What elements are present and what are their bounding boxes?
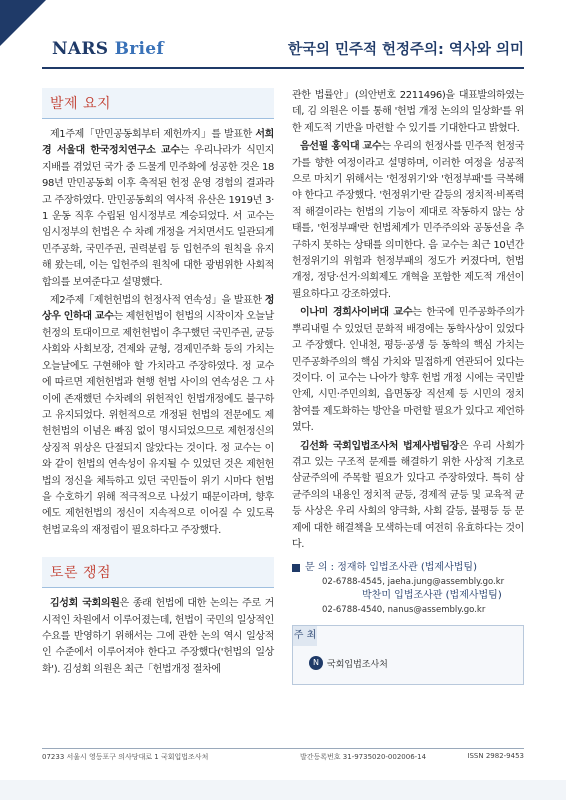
paragraph-discussion3 [292,305,524,436]
brand-sub: Brief [114,39,164,59]
footer-issn: ISSN 2982-9453 [467,752,524,760]
paragraph-text: 은 우리 사회가 겪고 있는 구조적 문제를 해결하기 위한 사상적 기초로 삼균주의에 주목할 필요가 있다고 주장하였다. 특히 삼균주의의 내용인 정치적 균등, 경제적 균등 및 교육적 균등 사상은 우리 사회의 양극화, 사회 갈등, 불평등 등 문제에 대한 해결책을 모색하는데 여전히 유효하다는 것이다. [292,440,524,550]
left-column [42,88,274,680]
paragraph-discussion2 [292,139,524,303]
paragraph-text: 관한 법률안」(의안번호 2211496)을 대표발의하였는데, 김 의원은 이를 통해 '헌법 개정 논의의 일상화'를 위한 제도적 기반을 마련할 수 있기를 기대한다고 밝혔다. [292,90,524,134]
corner-decoration [0,0,46,46]
footer-registration: 발간등록번호 31-9735020-002006-14 [300,753,427,761]
right-column [292,88,524,685]
footer-address: 07233 서울시 영등포구 의사당대로 1 국회입법조사처 [42,753,209,761]
document-title: 한국의 민주적 헌정주의: 역사와 의미 [287,42,524,58]
host-name: 국회입법조사처 [327,660,388,671]
paragraph-text: 는 한국에 민주공화주의가 뿌리내릴 수 있었던 문화적 배경에는 동학사상이 있었다고 주장했다. 인내천, 평등·공생 등 동학의 핵심 가치는 민주공화주의의 핵심 가치와 밀접하게 연관되어 있다는 것이다. 이 교수는 나아가 향후 헌법 개정 시에는 국민발안제, 시민·주민의회, 읍면동장 직선제 등 시민의 정치 참여를 제도화하는 방안을 마련할 필요가 있다고 제언하였다. [292,307,524,434]
section-heading-discussion: 토론 쟁점 [42,557,274,588]
paragraph-topic1 [42,127,274,291]
paragraph-topic2 [42,293,274,539]
speaker-name: 이나미 경희사이버대 교수 [300,307,413,319]
square-bullet-icon [292,564,300,572]
paragraph-text: 제2주제「제헌헌법의 헌정사적 연속성」을 발표한 [50,295,265,307]
brand-main: NARS [52,39,115,59]
host-label: 주 최 [293,626,317,646]
paragraph-text: 는 제헌헌법이 헌법의 시작이자 오늘날 헌정의 토대이므로 제헌헌법이 추구했던 국민주권, 균등사회와 사회보장, 견제와 균형, 경제민주화 등의 가치는 오늘날에도 구현해야 할 가치라고 주장하였다. 정 교수에 따르면 제헌헌법과 현행 헌법 사이의 연속성은 그 사이에 존재했던 수차례의 위헌적인 헌법개정에도 불구하고 유지되었다. 위헌적으로 개정된 헌법의 전문에도 제헌헌법의 이념은 빠짐 없이 명시되었으므로 제헌정신의 상징적 위상은 단절되지 않았다는 것이다. 정 교수는 이와 같이 헌법의 연속성이 유지될 수 있었던 것은 제헌헌법의 정신을 체득하고 있던 국민들이 위기 시마다 헌법을 수호하기 위해 적극적으로 나섰기 때문이라며, 향후에도 제헌헌법의 정신이 지속적으로 이어질 수 있도록 헌법교육의 재정립이 필요하다고 주장했다. [42,311,274,536]
footer-divider [42,748,524,749]
assembly-logo-icon: N [309,656,323,670]
speaker-name: 음선필 홍익대 교수 [300,141,382,153]
speaker-name: 김선화 국회입법조사처 법제사법팀장 [300,440,459,452]
paragraph-discussion1 [42,596,274,678]
speaker-name: 김성회 국회의원 [50,598,120,610]
bottom-strip [0,780,566,800]
header-divider [42,67,524,69]
contact-primary: 문 의 : 정재하 입법조사관 (법제사법팀) [305,562,477,574]
brand-logo [52,39,164,59]
host-box [292,625,524,685]
paragraph-text: 는 우리나라가 식민지 지배를 겪었던 국가 중 드물게 민주화에 성공한 것은 1898년 만민공동회 이후 축적된 헌정 운영 경험의 결과라고 주장하였다. 만민공동회의 역사적 유산은 1919년 3·1 운동 직후 수립된 임시정부로 계승되었다. 서 교수는 임시정부의 헌법은 수 차례 개정을 거치면서도 일관되게 민주공화, 국민주권, 권력분립 등 입헌주의 원칙을 유지해 왔는데, 이는 입헌주의 원칙에 대한 광범위한 사회적 합의를 보여준다고 설명했다. [42,145,274,288]
paragraph-continued [292,88,524,137]
speaker-name: 서희경 서울대 한국정치연구소 교수 [42,129,274,157]
section-heading-summary: 발제 요지 [42,88,274,119]
contact-secondary: 박찬미 입법조사관 (법제사법팀) [362,590,502,602]
speaker-name: 정상우 인하대 교수 [42,295,274,323]
contact-phone-email: 02-6788-4540, nanus@assembly.go.kr [322,605,486,616]
contact-info [292,561,524,617]
paragraph-text: 는 우리의 헌정사를 민주적 헌정국가를 향한 여정이라고 설명하며, 이러한 여정을 성공적으로 마치기 위해서는 '헌정위기'와 '헌정부패'를 극복해야 한다고 주장했다. '헌정위기'란 갈등의 정치적·비폭력적 해결이라는 헌법의 기능이 제대로 작동하지 않는 상태를, '헌정부패'란 헌법체계가 민주주의와 공동선을 추구하지 못하는 상태를 의미한다. 음 교수는 최근 10년간 헌정위기의 위험과 헌정부패의 정도가 커졌다며, 헌법 개정, 정당·선거·의회제도 개혁을 포함한 제도적 개선이 필요하다고 강조하였다. [292,141,524,300]
paragraph-text: 제1주제「만민공동회부터 제헌까지」를 발표한 [50,129,256,140]
contact-row [292,561,524,575]
paragraph-text: 은 종래 헌법에 대한 논의는 주로 거시적인 차원에서 이루어졌는데, 헌법이 국민의 일상적인 수요를 반영하기 위해서는 그에 관한 논의 역시 일상적인 수준에서 이루어져야 한다고 주장했다('헌법의 일상화'). 김성회 의원은 최근「헌법개정 절차에 [42,598,274,675]
paragraph-discussion4 [292,439,524,554]
contact-phone-email: 02-6788-4545, jaeha.jung@assembly.go.kr [322,577,505,588]
